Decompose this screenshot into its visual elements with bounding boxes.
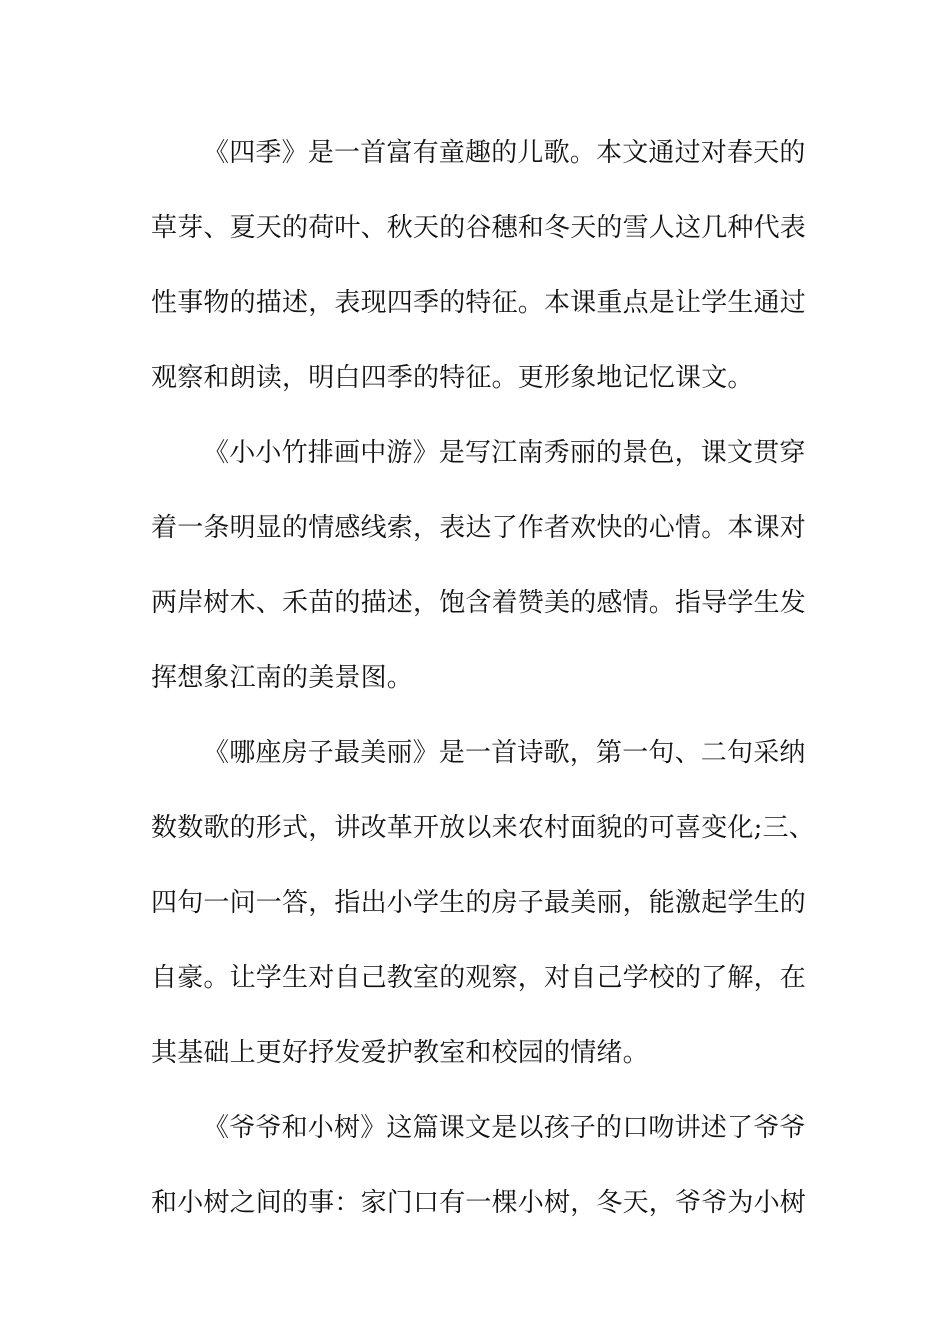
paragraph-line: 挥想象江南的美景图。 [151, 663, 414, 693]
paragraph-line: 草芽、夏天的荷叶、秋天的谷穗和冬天的雪人这几种代表 [151, 213, 807, 243]
paragraph-line: 自豪。让学生对自己教室的观察，对自己学校的了解，在 [151, 963, 807, 993]
paragraph-line: 观察和朗读，明白四季的特征。更形象地记忆课文。 [151, 363, 754, 393]
paragraph-line: 数数歌的形式，讲改革开放以来农村面貌的可喜变化;三、 [151, 813, 815, 843]
paragraph-line: 《哪座房子最美丽》是一首诗歌，第一句、二句采纳 [203, 738, 806, 768]
paragraph-line: 着一条明显的情感线索，表达了作者欢快的心情。本课对 [151, 513, 807, 543]
paragraph-line: 四句一问一答，指出小学生的房子最美丽，能激起学生的 [151, 888, 807, 918]
document-body [151, 123, 815, 1248]
paragraph-line: 《爷爷和小树》这篇课文是以孩子的口吻讲述了爷爷 [203, 1113, 806, 1143]
paragraph-line: 和小树之间的事：家门口有一棵小树，冬天，爷爷为小树 [151, 1188, 807, 1218]
paragraph-line: 《四季》是一首富有童趣的儿歌。本文通过对春天的 [203, 138, 806, 168]
paragraph-line: 性事物的描述，表现四季的特征。本课重点是让学生通过 [151, 288, 807, 318]
paragraph-line: 两岸树木、禾苗的描述，饱含着赞美的感情。指导学生发 [151, 588, 807, 618]
paragraph-line: 《小小竹排画中游》是写江南秀丽的景色，课文贯穿 [203, 438, 806, 468]
paragraph-line: 其基础上更好抒发爱护教室和校园的情绪。 [151, 1038, 649, 1068]
